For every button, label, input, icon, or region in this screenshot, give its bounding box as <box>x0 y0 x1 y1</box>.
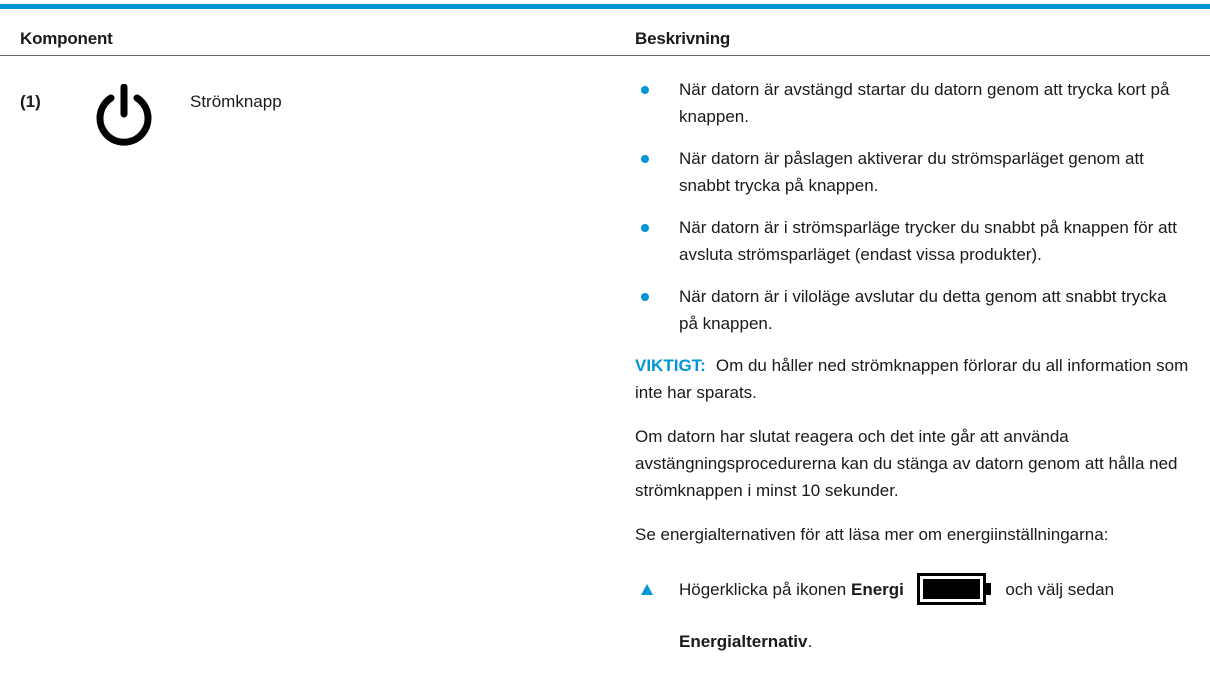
bullet-icon <box>641 293 649 301</box>
battery-icon <box>917 573 993 605</box>
step-suffix: och välj sedan <box>1005 580 1115 599</box>
step-triangle-icon <box>641 584 653 595</box>
step-prefix: Högerklicka på ikonen <box>679 580 847 599</box>
column-header-description: Beskrivning <box>635 29 731 48</box>
step-tail-period: . <box>807 632 813 651</box>
step-bold-word: Energi <box>851 580 904 599</box>
description-cell <box>635 76 1190 655</box>
list-item: När datorn är påslagen aktiverar du strömsparläget genom att snabbt trycka på knappen. <box>635 145 1190 199</box>
power-icon <box>90 84 158 148</box>
step-tail <box>635 628 1190 655</box>
bullet-icon <box>641 155 649 163</box>
list-item: När datorn är i strömsparläge trycker du snabbt på knappen för att avsluta strömsparläget (endast vissa produkter). <box>635 214 1190 268</box>
row-number: (1) <box>20 92 41 111</box>
important-note <box>635 352 1190 406</box>
list-item: När datorn är avstängd startar du datorn genom att trycka kort på knappen. <box>635 76 1190 130</box>
column-header-component: Komponent <box>20 29 113 48</box>
bullet-icon <box>641 224 649 232</box>
paragraph-energy-options: Se energialternativen för att läsa mer om energiinställningarna: <box>635 525 1109 544</box>
instruction-step <box>635 574 1190 606</box>
bullet-icon <box>641 86 649 94</box>
table-header <box>0 9 1210 56</box>
important-text: Om du håller ned strömknappen förlorar du all information som inte har sparats. <box>635 356 1189 402</box>
energy-options-term: Energialternativ <box>679 632 808 651</box>
component-name: Strömknapp <box>190 92 282 111</box>
paragraph-unresponsive: Om datorn har slutat reagera och det inte går att använda avstängningsprocedurerna kan du stänga av datorn genom att hålla ned strömknappen i minst 10 sekunder. <box>635 427 1178 500</box>
important-label: VIKTIGT: <box>635 356 706 375</box>
list-item: När datorn är i viloläge avslutar du detta genom att snabbt trycka på knappen. <box>635 283 1190 337</box>
